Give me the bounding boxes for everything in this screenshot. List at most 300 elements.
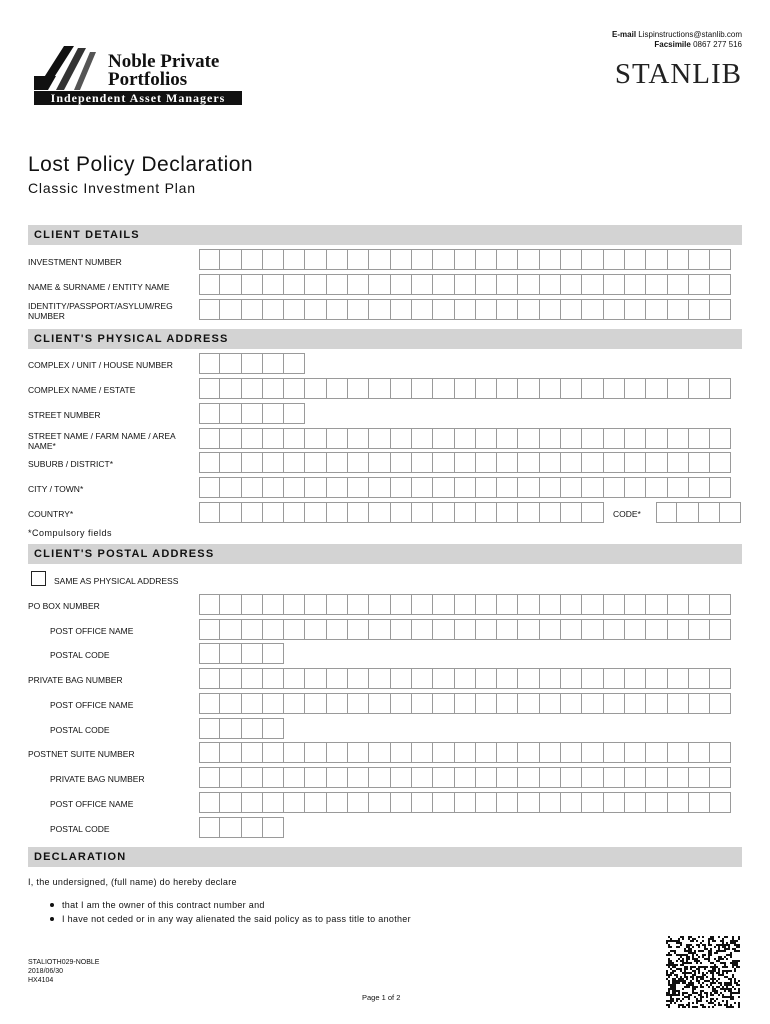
char-box[interactable]: [582, 693, 603, 714]
char-box[interactable]: [305, 274, 326, 295]
char-box[interactable]: [497, 792, 518, 813]
char-box[interactable]: [582, 668, 603, 689]
char-box[interactable]: [604, 792, 625, 813]
char-box[interactable]: [540, 792, 561, 813]
char-box[interactable]: [455, 274, 476, 295]
char-box[interactable]: [263, 742, 284, 763]
char-box[interactable]: [710, 767, 731, 788]
char-box[interactable]: [263, 792, 284, 813]
char-box[interactable]: [220, 353, 241, 374]
char-box[interactable]: [476, 378, 497, 399]
char-box[interactable]: [518, 767, 539, 788]
char-box[interactable]: [284, 594, 305, 615]
char-box[interactable]: [710, 299, 731, 320]
char-box[interactable]: [284, 693, 305, 714]
char-box[interactable]: [412, 477, 433, 498]
char-box[interactable]: [540, 378, 561, 399]
char-box[interactable]: [242, 452, 263, 473]
pn-private-bag-number-field[interactable]: [199, 767, 731, 788]
char-box[interactable]: [455, 477, 476, 498]
char-box[interactable]: [604, 742, 625, 763]
char-box[interactable]: [710, 594, 731, 615]
char-box[interactable]: [263, 594, 284, 615]
country-field[interactable]: [199, 502, 604, 523]
char-box[interactable]: [561, 693, 582, 714]
char-box[interactable]: [305, 378, 326, 399]
char-box[interactable]: [582, 452, 603, 473]
char-box[interactable]: [369, 619, 390, 640]
char-box[interactable]: [220, 249, 241, 270]
char-box[interactable]: [242, 619, 263, 640]
char-box[interactable]: [604, 299, 625, 320]
char-box[interactable]: [582, 428, 603, 449]
char-box[interactable]: [582, 477, 603, 498]
char-box[interactable]: [369, 792, 390, 813]
char-box[interactable]: [561, 502, 582, 523]
char-box[interactable]: [646, 428, 667, 449]
char-box[interactable]: [433, 619, 454, 640]
char-box[interactable]: [604, 452, 625, 473]
complex-name-field[interactable]: [199, 378, 731, 399]
char-box[interactable]: [710, 619, 731, 640]
char-box[interactable]: [561, 594, 582, 615]
char-box[interactable]: [412, 693, 433, 714]
char-box[interactable]: [561, 299, 582, 320]
char-box[interactable]: [497, 274, 518, 295]
name-surname-field[interactable]: [199, 274, 731, 295]
char-box[interactable]: [497, 452, 518, 473]
char-box[interactable]: [369, 693, 390, 714]
char-box[interactable]: [455, 502, 476, 523]
char-box[interactable]: [710, 742, 731, 763]
char-box[interactable]: [412, 249, 433, 270]
char-box[interactable]: [242, 792, 263, 813]
char-box[interactable]: [455, 767, 476, 788]
char-box[interactable]: [433, 249, 454, 270]
char-box[interactable]: [689, 594, 710, 615]
char-box[interactable]: [305, 452, 326, 473]
char-box[interactable]: [348, 792, 369, 813]
char-box[interactable]: [668, 477, 689, 498]
char-box[interactable]: [433, 693, 454, 714]
char-box[interactable]: [582, 767, 603, 788]
char-box[interactable]: [284, 452, 305, 473]
char-box[interactable]: [689, 668, 710, 689]
char-box[interactable]: [625, 594, 646, 615]
char-box[interactable]: [391, 378, 412, 399]
char-box[interactable]: [668, 668, 689, 689]
char-box[interactable]: [412, 299, 433, 320]
char-box[interactable]: [242, 249, 263, 270]
char-box[interactable]: [497, 477, 518, 498]
char-box[interactable]: [646, 792, 667, 813]
char-box[interactable]: [625, 452, 646, 473]
char-box[interactable]: [199, 619, 220, 640]
char-box[interactable]: [433, 477, 454, 498]
char-box[interactable]: [497, 668, 518, 689]
char-box[interactable]: [497, 502, 518, 523]
char-box[interactable]: [668, 274, 689, 295]
char-box[interactable]: [497, 742, 518, 763]
char-box[interactable]: [518, 668, 539, 689]
char-box[interactable]: [327, 742, 348, 763]
char-box[interactable]: [327, 274, 348, 295]
char-box[interactable]: [646, 668, 667, 689]
char-box[interactable]: [455, 619, 476, 640]
char-box[interactable]: [561, 477, 582, 498]
char-box[interactable]: [242, 594, 263, 615]
char-box[interactable]: [220, 643, 241, 664]
char-box[interactable]: [305, 767, 326, 788]
char-box[interactable]: [625, 742, 646, 763]
char-box[interactable]: [391, 619, 412, 640]
char-box[interactable]: [391, 428, 412, 449]
char-box[interactable]: [646, 742, 667, 763]
char-box[interactable]: [305, 299, 326, 320]
char-box[interactable]: [476, 792, 497, 813]
char-box[interactable]: [263, 403, 284, 424]
char-box[interactable]: [348, 452, 369, 473]
char-box[interactable]: [199, 428, 220, 449]
char-box[interactable]: [561, 428, 582, 449]
char-box[interactable]: [689, 619, 710, 640]
char-box[interactable]: [199, 594, 220, 615]
char-box[interactable]: [263, 299, 284, 320]
char-box[interactable]: [518, 274, 539, 295]
char-box[interactable]: [348, 619, 369, 640]
char-box[interactable]: [327, 502, 348, 523]
char-box[interactable]: [476, 428, 497, 449]
char-box[interactable]: [369, 594, 390, 615]
char-box[interactable]: [646, 274, 667, 295]
char-box[interactable]: [433, 274, 454, 295]
char-box[interactable]: [677, 502, 698, 523]
char-box[interactable]: [199, 353, 220, 374]
char-box[interactable]: [497, 428, 518, 449]
char-box[interactable]: [656, 502, 677, 523]
char-box[interactable]: [242, 274, 263, 295]
char-box[interactable]: [604, 428, 625, 449]
char-box[interactable]: [199, 792, 220, 813]
char-box[interactable]: [199, 249, 220, 270]
char-box[interactable]: [689, 452, 710, 473]
char-box[interactable]: [284, 767, 305, 788]
char-box[interactable]: [518, 594, 539, 615]
char-box[interactable]: [497, 767, 518, 788]
char-box[interactable]: [540, 274, 561, 295]
char-box[interactable]: [625, 767, 646, 788]
char-box[interactable]: [433, 594, 454, 615]
char-box[interactable]: [455, 428, 476, 449]
char-box[interactable]: [220, 594, 241, 615]
char-box[interactable]: [199, 742, 220, 763]
char-box[interactable]: [604, 378, 625, 399]
char-box[interactable]: [540, 668, 561, 689]
char-box[interactable]: [646, 299, 667, 320]
char-box[interactable]: [284, 249, 305, 270]
char-box[interactable]: [348, 594, 369, 615]
char-box[interactable]: [369, 299, 390, 320]
char-box[interactable]: [242, 742, 263, 763]
char-box[interactable]: [220, 378, 241, 399]
char-box[interactable]: [710, 693, 731, 714]
char-box[interactable]: [263, 668, 284, 689]
char-box[interactable]: [348, 249, 369, 270]
char-box[interactable]: [220, 742, 241, 763]
char-box[interactable]: [369, 378, 390, 399]
char-box[interactable]: [369, 668, 390, 689]
char-box[interactable]: [582, 249, 603, 270]
char-box[interactable]: [455, 742, 476, 763]
char-box[interactable]: [518, 619, 539, 640]
char-box[interactable]: [625, 378, 646, 399]
char-box[interactable]: [263, 477, 284, 498]
char-box[interactable]: [242, 693, 263, 714]
char-box[interactable]: [518, 299, 539, 320]
char-box[interactable]: [476, 668, 497, 689]
char-box[interactable]: [284, 403, 305, 424]
char-box[interactable]: [284, 378, 305, 399]
char-box[interactable]: [327, 594, 348, 615]
char-box[interactable]: [284, 668, 305, 689]
char-box[interactable]: [391, 668, 412, 689]
char-box[interactable]: [604, 477, 625, 498]
char-box[interactable]: [242, 643, 263, 664]
char-box[interactable]: [518, 378, 539, 399]
char-box[interactable]: [327, 477, 348, 498]
char-box[interactable]: [327, 378, 348, 399]
char-box[interactable]: [689, 792, 710, 813]
char-box[interactable]: [604, 594, 625, 615]
char-box[interactable]: [582, 619, 603, 640]
char-box[interactable]: [582, 742, 603, 763]
char-box[interactable]: [242, 767, 263, 788]
char-box[interactable]: [348, 742, 369, 763]
char-box[interactable]: [497, 249, 518, 270]
char-box[interactable]: [242, 353, 263, 374]
char-box[interactable]: [284, 299, 305, 320]
code-field[interactable]: [656, 502, 741, 523]
char-box[interactable]: [369, 767, 390, 788]
char-box[interactable]: [668, 742, 689, 763]
char-box[interactable]: [199, 403, 220, 424]
char-box[interactable]: [348, 378, 369, 399]
char-box[interactable]: [689, 767, 710, 788]
char-box[interactable]: [369, 428, 390, 449]
char-box[interactable]: [220, 767, 241, 788]
char-box[interactable]: [263, 693, 284, 714]
char-box[interactable]: [263, 353, 284, 374]
char-box[interactable]: [497, 693, 518, 714]
char-box[interactable]: [199, 643, 220, 664]
char-box[interactable]: [199, 668, 220, 689]
char-box[interactable]: [476, 274, 497, 295]
char-box[interactable]: [710, 274, 731, 295]
char-box[interactable]: [582, 502, 603, 523]
char-box[interactable]: [220, 452, 241, 473]
char-box[interactable]: [305, 594, 326, 615]
char-box[interactable]: [582, 594, 603, 615]
char-box[interactable]: [668, 792, 689, 813]
char-box[interactable]: [305, 668, 326, 689]
char-box[interactable]: [412, 668, 433, 689]
char-box[interactable]: [540, 742, 561, 763]
char-box[interactable]: [391, 792, 412, 813]
pb-postal-code-field[interactable]: [199, 718, 284, 739]
char-box[interactable]: [689, 299, 710, 320]
char-box[interactable]: [646, 452, 667, 473]
char-box[interactable]: [689, 274, 710, 295]
char-box[interactable]: [689, 249, 710, 270]
char-box[interactable]: [668, 693, 689, 714]
char-box[interactable]: [327, 792, 348, 813]
postnet-suite-number-field[interactable]: [199, 742, 731, 763]
char-box[interactable]: [199, 817, 220, 838]
char-box[interactable]: [646, 767, 667, 788]
char-box[interactable]: [199, 299, 220, 320]
char-box[interactable]: [646, 249, 667, 270]
pn-post-office-name-field[interactable]: [199, 792, 731, 813]
street-name-field[interactable]: [199, 428, 731, 449]
char-box[interactable]: [220, 274, 241, 295]
char-box[interactable]: [561, 767, 582, 788]
char-box[interactable]: [305, 792, 326, 813]
char-box[interactable]: [518, 428, 539, 449]
char-box[interactable]: [646, 378, 667, 399]
char-box[interactable]: [476, 249, 497, 270]
char-box[interactable]: [199, 718, 220, 739]
char-box[interactable]: [348, 502, 369, 523]
char-box[interactable]: [699, 502, 720, 523]
char-box[interactable]: [540, 619, 561, 640]
char-box[interactable]: [412, 742, 433, 763]
char-box[interactable]: [242, 378, 263, 399]
char-box[interactable]: [582, 274, 603, 295]
char-box[interactable]: [625, 428, 646, 449]
char-box[interactable]: [646, 693, 667, 714]
char-box[interactable]: [412, 619, 433, 640]
char-box[interactable]: [540, 299, 561, 320]
char-box[interactable]: [369, 477, 390, 498]
char-box[interactable]: [220, 668, 241, 689]
char-box[interactable]: [476, 767, 497, 788]
char-box[interactable]: [540, 594, 561, 615]
char-box[interactable]: [242, 403, 263, 424]
char-box[interactable]: [391, 452, 412, 473]
char-box[interactable]: [391, 767, 412, 788]
char-box[interactable]: [455, 299, 476, 320]
char-box[interactable]: [689, 693, 710, 714]
char-box[interactable]: [412, 452, 433, 473]
char-box[interactable]: [220, 477, 241, 498]
char-box[interactable]: [668, 452, 689, 473]
char-box[interactable]: [284, 792, 305, 813]
char-box[interactable]: [540, 477, 561, 498]
char-box[interactable]: [348, 299, 369, 320]
char-box[interactable]: [348, 428, 369, 449]
char-box[interactable]: [497, 378, 518, 399]
char-box[interactable]: [710, 452, 731, 473]
char-box[interactable]: [305, 619, 326, 640]
char-box[interactable]: [242, 718, 263, 739]
char-box[interactable]: [433, 378, 454, 399]
char-box[interactable]: [220, 403, 241, 424]
char-box[interactable]: [625, 274, 646, 295]
char-box[interactable]: [710, 428, 731, 449]
char-box[interactable]: [582, 299, 603, 320]
char-box[interactable]: [582, 792, 603, 813]
char-box[interactable]: [455, 452, 476, 473]
char-box[interactable]: [497, 594, 518, 615]
char-box[interactable]: [199, 502, 220, 523]
identity-number-field[interactable]: [199, 299, 731, 320]
char-box[interactable]: [540, 428, 561, 449]
pb-post-office-name-field[interactable]: [199, 693, 731, 714]
char-box[interactable]: [348, 274, 369, 295]
char-box[interactable]: [720, 502, 741, 523]
char-box[interactable]: [433, 792, 454, 813]
char-box[interactable]: [220, 428, 241, 449]
char-box[interactable]: [263, 619, 284, 640]
char-box[interactable]: [604, 249, 625, 270]
char-box[interactable]: [369, 452, 390, 473]
char-box[interactable]: [433, 742, 454, 763]
po-box-number-field[interactable]: [199, 594, 731, 615]
po-post-office-name-field[interactable]: [199, 619, 731, 640]
char-box[interactable]: [518, 502, 539, 523]
char-box[interactable]: [327, 619, 348, 640]
char-box[interactable]: [497, 619, 518, 640]
char-box[interactable]: [561, 274, 582, 295]
char-box[interactable]: [220, 693, 241, 714]
suburb-field[interactable]: [199, 452, 731, 473]
char-box[interactable]: [540, 502, 561, 523]
char-box[interactable]: [668, 299, 689, 320]
char-box[interactable]: [455, 693, 476, 714]
char-box[interactable]: [284, 353, 305, 374]
char-box[interactable]: [710, 378, 731, 399]
char-box[interactable]: [220, 619, 241, 640]
char-box[interactable]: [305, 428, 326, 449]
private-bag-number-field[interactable]: [199, 668, 731, 689]
char-box[interactable]: [604, 274, 625, 295]
char-box[interactable]: [689, 378, 710, 399]
char-box[interactable]: [305, 742, 326, 763]
char-box[interactable]: [455, 378, 476, 399]
char-box[interactable]: [263, 502, 284, 523]
pn-postal-code-field[interactable]: [199, 817, 284, 838]
char-box[interactable]: [412, 594, 433, 615]
char-box[interactable]: [391, 693, 412, 714]
po-postal-code-field[interactable]: [199, 643, 284, 664]
char-box[interactable]: [391, 477, 412, 498]
char-box[interactable]: [476, 477, 497, 498]
char-box[interactable]: [242, 299, 263, 320]
char-box[interactable]: [199, 477, 220, 498]
char-box[interactable]: [433, 428, 454, 449]
char-box[interactable]: [263, 428, 284, 449]
char-box[interactable]: [540, 249, 561, 270]
char-box[interactable]: [242, 502, 263, 523]
char-box[interactable]: [604, 668, 625, 689]
char-box[interactable]: [263, 767, 284, 788]
char-box[interactable]: [327, 693, 348, 714]
char-box[interactable]: [412, 767, 433, 788]
char-box[interactable]: [625, 668, 646, 689]
char-box[interactable]: [391, 742, 412, 763]
char-box[interactable]: [625, 299, 646, 320]
char-box[interactable]: [646, 619, 667, 640]
